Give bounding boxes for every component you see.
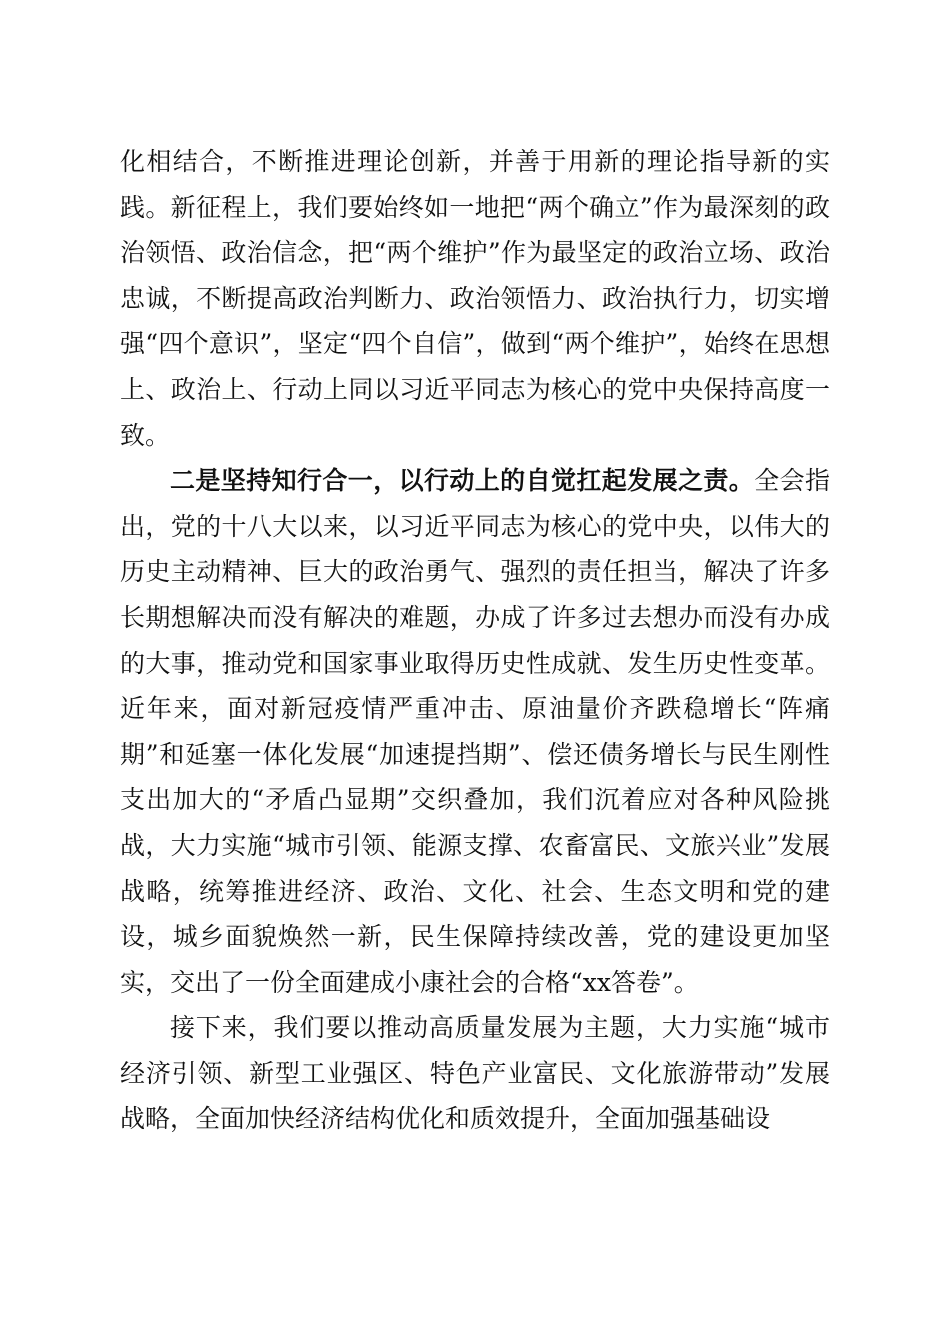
paragraph-text: 化相结合，不断推进理论创新，并善于用新的理论指导新的实践。新征程上，我们要始终如一地把“两个确立”作为最深刻的政治领悟、政治信念，把“两个维护”作为最坚定的政治立场、政治忠诚，不断提高政治判断力、政治领悟力、政治执行力，切实增强“四个意识”，坚定“四个自信”，做到“两个维护”，始终在思想上、政治上、行动上同以习近平同志为核心的党中央保持高度一致。 bbox=[120, 147, 830, 450]
paragraph-text: 全会指出，党的十八大以来，以习近平同志为核心的党中央，以伟大的历史主动精神、巨大的政治勇气、强烈的责任担当，解决了许多长期想解决而没有解决的难题，办成了许多过去想办而没有办成的大事，推动党和国家事业取得历史性成就、发生历史性变革。近年来，面对新冠疫情严重冲击、原油量价齐跌稳增长“阵痛期”和延塞一体化发展“加速提挡期”、偿还债务增长与民生刚性支出加大的“矛盾凸显期”交织叠加，我们沉着应对各种风险挑战，大力实施“城市引领、能源支撑、农畜富民、文旅兴业”发展战略，统筹推进经济、政治、文化、社会、生态文明和党的建设，城乡面貌焕然一新，民生保障持续改善，党的建设更加坚实，交出了一份全面建成小康社会的合格“xx答卷”。 bbox=[120, 466, 830, 997]
paragraph-continuation bbox=[120, 139, 830, 458]
document-body bbox=[120, 139, 830, 1142]
paragraph-next-steps bbox=[120, 1005, 830, 1142]
paragraph-text: 接下来，我们要以推动高质量发展为主题，大力实施“城市经济引领、新型工业强区、特色产业富民、文化旅游带动”发展战略，全面加快经济结构优化和质效提升，全面加强基础设 bbox=[120, 1013, 830, 1134]
paragraph-point-two bbox=[120, 458, 830, 1005]
paragraph-lead-heading: 二是坚持知行合一，以行动上的自觉扛起发展之责。 bbox=[170, 466, 755, 496]
